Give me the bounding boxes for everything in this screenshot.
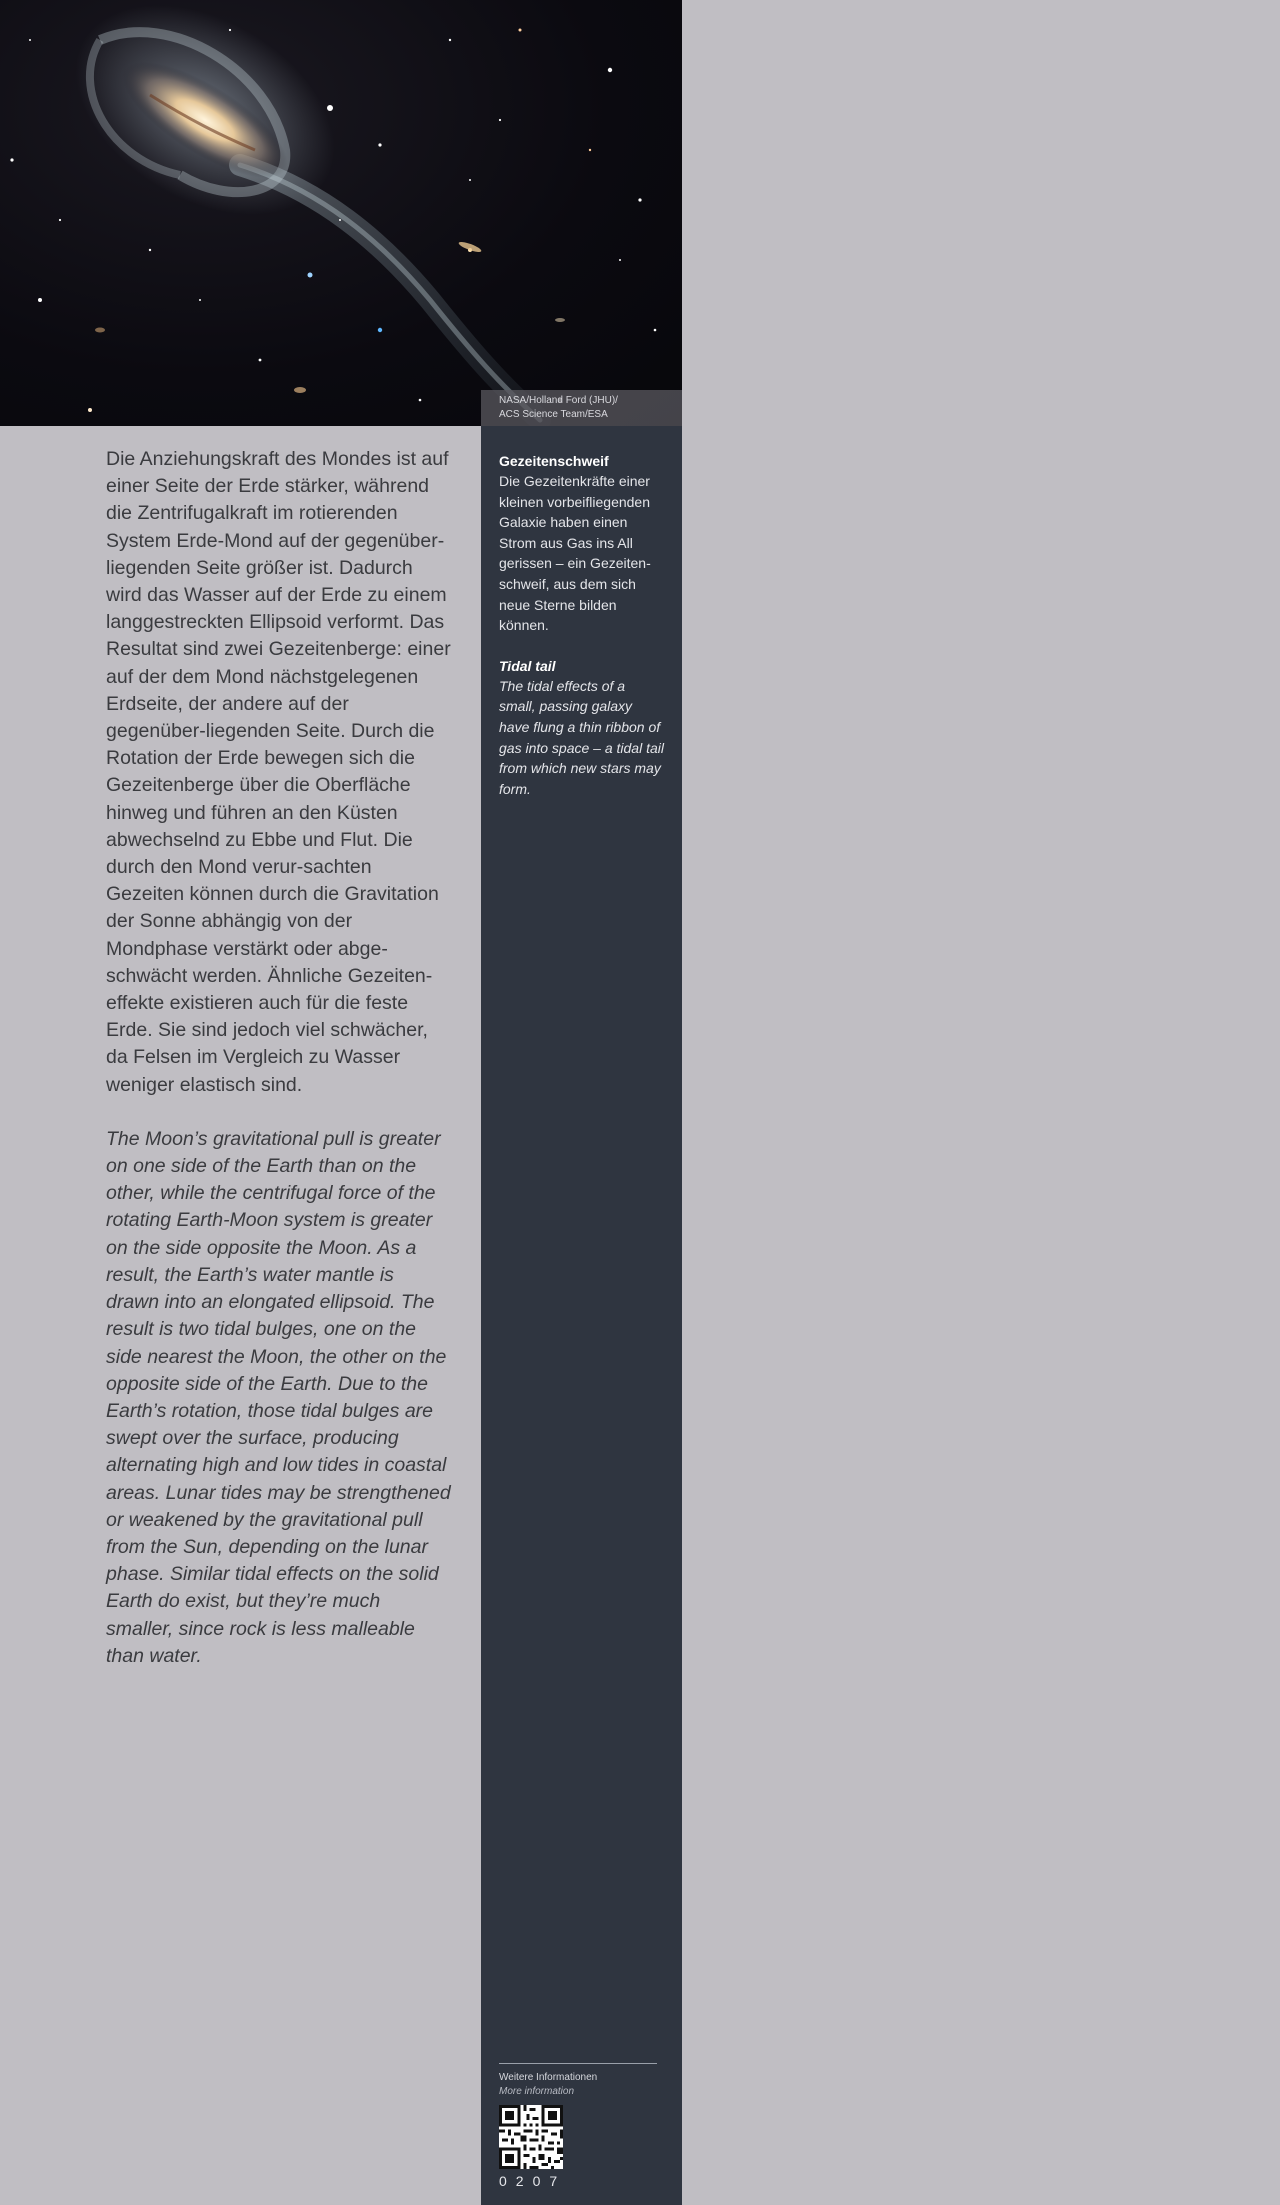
more-information (499, 2063, 657, 2189)
more-info-label-en: More information (499, 2086, 575, 2097)
main-text-en: The Moon’s gravitational pull is greater on one side of the Earth than on the other, while the centrifugal force of the rotating Earth-Moon system is greater on the side opposite the Moon. As a result, the Earth’s water mantle is drawn into an elongated ellipsoid. The result is two tidal bulges, one on the side nearest the Moon, the other on the opposite side of the Earth. Due to the Earth’s rotation, those tidal bulges are swept over the surface, producing alternating high and low tides in coastal areas. Lunar tides may be strengthened or weakened by the gravitational pull from the Sun, depending on the lunar phase. Similar tidal effects on the solid Earth do exist, but they’re much smaller, since rock is less malleable than water. (106, 1127, 451, 1667)
more-info-label-de: Weitere Informationen (499, 2072, 598, 2083)
caption-title-en: Tidal tail (499, 657, 556, 674)
tadpole-galaxy-illustration (0, 0, 682, 426)
qr-code-icon[interactable] (499, 2105, 563, 2169)
main-text-de: Die Anziehungskraft des Mondes ist auf einer Seite der Erde stärker, während die Zentrifugalkraft im rotierenden System Erde-Mond auf der gegenüber-liegenden Seite größer ist. Dadurch wird das Wasser auf der Erde zu einem langgestreckten Ellipsoid verformt. Das Resultat sind zwei Gezeitenberge: einer auf der dem Mond nächstgelegenen Erdseite, der andere auf der gegenüber-liegenden Seite. Durch die Rotation der Erde bewegen sich die Gezeitenberge über die Oberfläche hinweg und führen an den Küsten abwechselnd zu Ebbe und Flut. Die durch den Mond verur-sachten Gezeiten können durch die Gravitation der Sonne abhängig von der Mondphase verstärkt oder abge-schwächt werden. Ähnliche Gezeiten-effekte existieren auch für die feste Erde. Sie sind jedoch viel schwächer, da Felsen im Vergleich zu Wasser weniger elastisch sind. (106, 448, 451, 1096)
image-credit (481, 390, 682, 426)
caption-block (499, 451, 664, 799)
galaxy-image (0, 0, 682, 426)
info-sidebar (481, 426, 682, 2205)
image-credit-line-2: ACS Science Team/ESA (499, 409, 608, 420)
divider (499, 2063, 657, 2064)
caption-title-de: Gezeitenschweif (499, 453, 609, 469)
main-text (106, 446, 451, 1670)
image-credit-line-1: NASA/Holland Ford (JHU)/ (499, 395, 618, 406)
caption-text-en: The tidal effects of a small, passing galaxy have flung a thin ribbon of gas into space – a tidal tail from which new stars may form. (499, 677, 664, 797)
caption-text-de: Die Gezeitenkräfte einer kleinen vorbeifliegenden Galaxie haben einen Strom aus Gas ins All gerissen – ein Gezeiten-schweif, aus dem sich neue Sterne bilden können. (499, 473, 651, 634)
exhibit-code: 0207 (499, 2173, 567, 2189)
